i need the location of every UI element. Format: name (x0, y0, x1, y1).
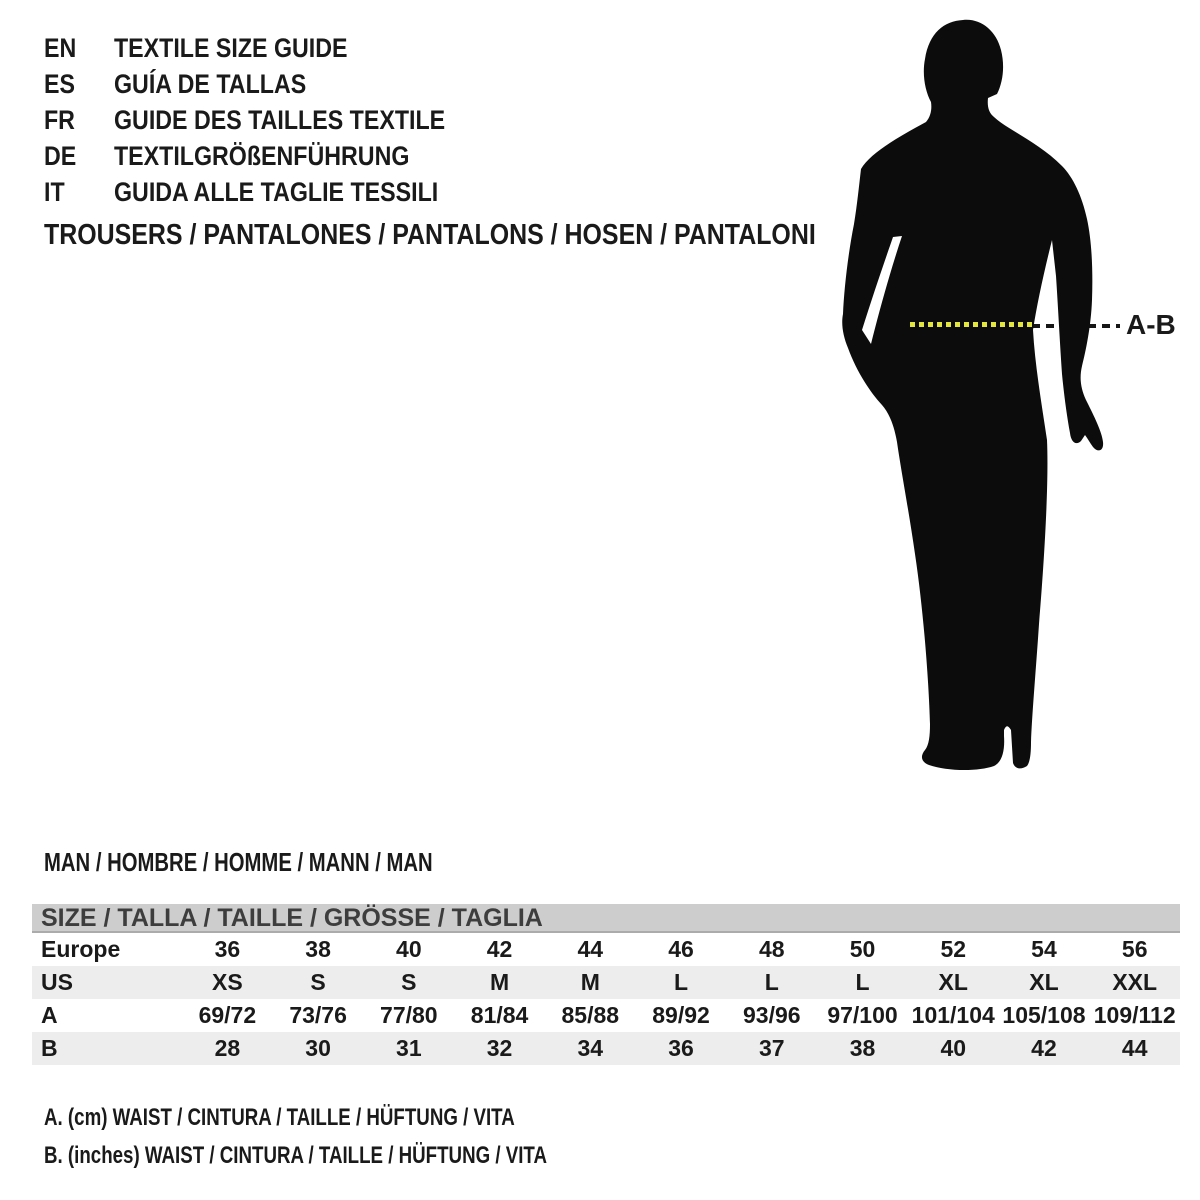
table-cell: 32 (486, 1035, 513, 1061)
language-label (114, 177, 491, 208)
table-cell: 93/96 (742, 1002, 801, 1028)
language-list (44, 30, 499, 210)
measure-label: A-B (1126, 309, 1176, 340)
table-cell: 69/72 (198, 1002, 257, 1028)
language-code-text: FR (44, 104, 75, 135)
table-row (32, 966, 1180, 999)
row-label: US (41, 969, 73, 995)
language-code (44, 33, 114, 64)
table-cell: XXL (1112, 969, 1158, 995)
language-label-text: TEXTILE SIZE GUIDE (114, 32, 348, 63)
table-cell: 52 (940, 936, 967, 962)
size-table-header (32, 904, 1180, 933)
section-heading (44, 847, 542, 878)
language-code (44, 177, 114, 208)
size-table (32, 904, 1180, 1065)
language-label-text: GUIDA ALLE TAGLIE TESSILI (114, 176, 439, 207)
language-label (114, 33, 386, 64)
table-row (32, 999, 1180, 1032)
language-row (44, 66, 499, 102)
section-heading-text: MAN / HOMBRE / HOMME / MANN / MAN (44, 847, 433, 877)
table-cell: 46 (668, 936, 694, 962)
table-row (32, 1032, 1180, 1065)
footnote-line (44, 1104, 689, 1142)
man-silhouette (830, 14, 1140, 776)
table-cell: 38 (849, 1035, 876, 1061)
table-cell: 36 (668, 1035, 694, 1061)
language-code (44, 141, 114, 172)
table-cell: L (674, 969, 689, 995)
table-row (32, 933, 1180, 966)
table-cell: S (310, 969, 326, 995)
language-code-text: ES (44, 68, 75, 99)
table-cell: 40 (396, 936, 422, 962)
table-cell: 48 (758, 936, 785, 962)
table-cell: 97/100 (827, 1002, 898, 1028)
table-cell: L (764, 969, 779, 995)
row-label: Europe (41, 936, 121, 962)
language-label (114, 105, 499, 136)
category-heading-text: TROUSERS / PANTALONES / PANTALONS / HOSEN / PANTALONI (44, 219, 816, 251)
man-silhouette-path (842, 20, 1103, 770)
table-cell: 56 (1121, 936, 1148, 962)
row-label: B (41, 1035, 58, 1061)
language-label-text: TEXTILGRÖßENFÜHRUNG (114, 140, 410, 171)
table-cell: 40 (940, 1035, 967, 1061)
row-label: A (41, 1002, 58, 1028)
table-cell: 77/80 (380, 1002, 438, 1028)
table-cell: 36 (214, 936, 241, 962)
table-cell: XS (212, 969, 243, 995)
language-code (44, 105, 114, 136)
table-cell: 30 (305, 1035, 331, 1061)
language-code-text: IT (44, 176, 65, 207)
table-cell: 38 (305, 936, 331, 962)
table-cell: 37 (758, 1035, 785, 1061)
table-cell: 85/88 (561, 1002, 620, 1028)
language-code-text: DE (44, 140, 77, 171)
language-label (114, 141, 458, 172)
table-cell: 54 (1031, 936, 1057, 962)
category-heading (44, 219, 941, 252)
table-cell: 109/112 (1093, 1002, 1176, 1028)
footnote-line (44, 1142, 689, 1180)
table-cell: XL (1029, 969, 1059, 995)
table-cell: M (489, 969, 510, 995)
language-row (44, 174, 499, 210)
table-cell: L (855, 969, 870, 995)
footnote-text: A. (cm) WAIST / CINTURA / TAILLE / HÜFTUNG / VITA (44, 1104, 515, 1131)
table-cell: 81/84 (470, 1002, 529, 1028)
language-code (44, 69, 114, 100)
footnotes (44, 1104, 689, 1180)
table-cell: 105/108 (1002, 1002, 1086, 1028)
language-code-text: EN (44, 32, 77, 63)
table-cell: S (401, 969, 417, 995)
table-cell: 28 (214, 1035, 241, 1061)
language-label-text: GUIDE DES TAILLES TEXTILE (114, 104, 446, 135)
language-row (44, 102, 499, 138)
language-row (44, 138, 499, 174)
size-table-header-text: SIZE / TALLA / TAILLE / GRÖSSE / TAGLIA (41, 904, 543, 932)
table-cell: 89/92 (652, 1002, 710, 1028)
table-cell: 44 (577, 936, 604, 962)
table-cell: 42 (1031, 1035, 1057, 1061)
table-cell: XL (938, 969, 968, 995)
table-cell: 42 (486, 936, 513, 962)
table-cell: 50 (849, 936, 876, 962)
footnote-text: B. (inches) WAIST / CINTURA / TAILLE / HÜFTUNG / VITA (44, 1142, 548, 1169)
table-cell: 44 (1121, 1035, 1148, 1061)
size-table-body (32, 933, 1180, 1065)
language-label (114, 69, 338, 100)
table-cell: M (580, 969, 600, 995)
language-label-text: GUÍA DE TALLAS (114, 68, 307, 99)
table-cell: 73/76 (289, 1002, 347, 1028)
table-cell: 101/104 (911, 1002, 995, 1028)
table-cell: 31 (396, 1035, 422, 1061)
table-cell: 34 (577, 1035, 604, 1061)
language-row (44, 30, 499, 66)
measure-line-waist (910, 322, 1032, 327)
